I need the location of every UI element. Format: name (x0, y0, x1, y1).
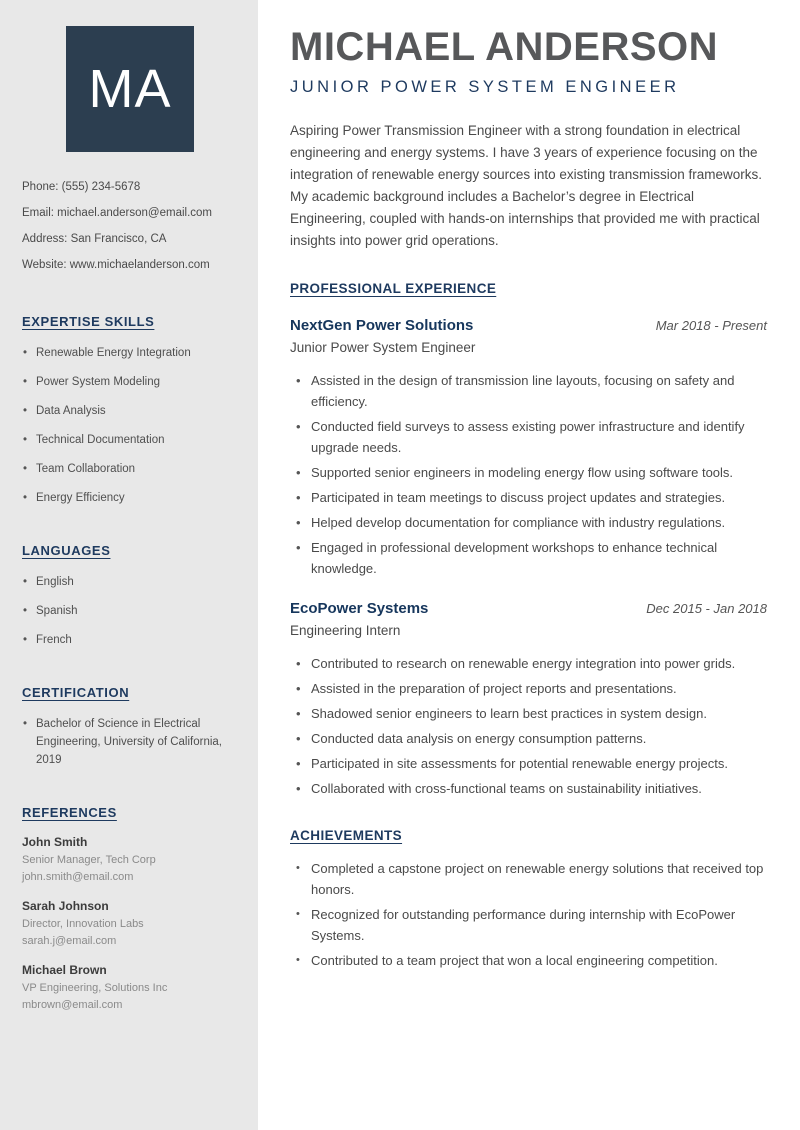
experience-job (290, 600, 767, 799)
reference-name: Michael Brown (22, 963, 107, 977)
reference-title: Senior Manager, Tech Corp (22, 854, 156, 866)
job-bullet: • Assisted in the design of transmission line layouts, focusing on safety and efficiency. (290, 370, 767, 412)
achievements-list (290, 858, 767, 971)
skill-item: • Renewable Energy Integration (22, 344, 238, 362)
job-dates: Dec 2015 - Jan 2018 (646, 601, 767, 616)
sidebar (0, 0, 258, 1130)
job-dates: Mar 2018 - Present (655, 318, 767, 333)
avatar-initials: MA (88, 59, 172, 119)
contact-phone: Phone: (555) 234-5678 (22, 181, 141, 193)
job-header (290, 600, 767, 617)
job-bullet-list (290, 653, 767, 799)
achievement-bullet: • Completed a capstone project on renewable energy solutions that received top honors. (290, 858, 767, 900)
experience-job (290, 317, 767, 579)
job-bullet: • Helped develop documentation for compliance with industry regulations. (290, 512, 767, 533)
summary-paragraph: Aspiring Power Transmission Engineer with a strong foundation in electrical engineering and energy systems. I have 3 years of experience focusing on the integration of renewable energy sources into existing transmission frameworks. My academic background includes a Bachelor’s degree in Electrical Engineering, coupled with hands-on internships that provided me with practical insights into power grid operations. (290, 123, 762, 248)
contact-address: Address: San Francisco, CA (22, 233, 167, 245)
company-name: EcoPower Systems (290, 600, 429, 617)
person-name: MICHAEL ANDERSON (290, 25, 719, 69)
contact-website: Website: www.michaelanderson.com (22, 259, 210, 271)
reference-title: Director, Innovation Labs (22, 918, 144, 930)
reference-name: Sarah Johnson (22, 899, 109, 913)
skill-item: • Power System Modeling (22, 373, 238, 391)
reference-title: VP Engineering, Solutions Inc (22, 982, 168, 994)
language-item: • Spanish (22, 602, 238, 620)
job-bullet: • Shadowed senior engineers to learn best practices in system design. (290, 703, 767, 724)
achievement-bullet: • Recognized for outstanding performance during internship with EcoPower Systems. (290, 904, 767, 946)
achievement-bullet: • Contributed to a team project that won a local engineering competition. (290, 950, 767, 971)
job-bullet: • Collaborated with cross-functional teams on sustainability initiatives. (290, 778, 767, 799)
job-bullet: • Supported senior engineers in modeling energy flow using software tools. (290, 462, 767, 483)
person-job-title: JUNIOR POWER SYSTEM ENGINEER (290, 78, 680, 96)
skill-item: • Data Analysis (22, 402, 238, 420)
language-item: • French (22, 631, 238, 649)
skills-heading: EXPERTISE SKILLS (22, 314, 155, 329)
resume-main (258, 0, 800, 1130)
certification-list (22, 715, 238, 769)
languages-heading: LANGUAGES (22, 543, 111, 558)
skill-item: • Technical Documentation (22, 431, 238, 449)
reference-email: mbrown@email.com (22, 999, 123, 1011)
reference-email: john.smith@email.com (22, 871, 134, 883)
job-bullet: • Assisted in the preparation of project reports and presentations. (290, 678, 767, 699)
skill-item: • Energy Efficiency (22, 489, 238, 507)
reference-entry (22, 963, 238, 1014)
job-bullet-list (290, 370, 767, 579)
experience-heading: PROFESSIONAL EXPERIENCE (290, 281, 497, 296)
job-bullet: • Conducted field surveys to assess existing power infrastructure and identify upgrade needs. (290, 416, 767, 458)
skill-item: • Team Collaboration (22, 460, 238, 478)
certification-heading: CERTIFICATION (22, 685, 130, 700)
contact-info (22, 174, 238, 278)
achievements-heading: ACHIEVEMENTS (290, 828, 403, 843)
reference-name: John Smith (22, 835, 88, 849)
job-role: Junior Power System Engineer (290, 340, 476, 355)
languages-list (22, 573, 238, 649)
job-bullet: • Participated in site assessments for potential renewable energy projects. (290, 753, 767, 774)
company-name: NextGen Power Solutions (290, 317, 474, 334)
reference-entry (22, 835, 238, 886)
job-bullet: • Engaged in professional development workshops to enhance technical knowledge. (290, 537, 767, 579)
reference-email: sarah.j@email.com (22, 935, 117, 947)
certification-item: • Bachelor of Science in Electrical Engineering, University of California, 2019 (22, 715, 238, 769)
job-bullet: • Participated in team meetings to discuss project updates and strategies. (290, 487, 767, 508)
job-header (290, 317, 767, 334)
skills-list (22, 344, 238, 507)
language-item: • English (22, 573, 238, 591)
avatar (66, 26, 194, 152)
reference-entry (22, 899, 238, 950)
job-bullet: • Contributed to research on renewable energy integration into power grids. (290, 653, 767, 674)
references-list (22, 835, 238, 1014)
references-heading: REFERENCES (22, 805, 117, 820)
job-role: Engineering Intern (290, 623, 401, 638)
job-bullet: • Conducted data analysis on energy consumption patterns. (290, 728, 767, 749)
contact-email: Email: michael.anderson@email.com (22, 207, 212, 219)
